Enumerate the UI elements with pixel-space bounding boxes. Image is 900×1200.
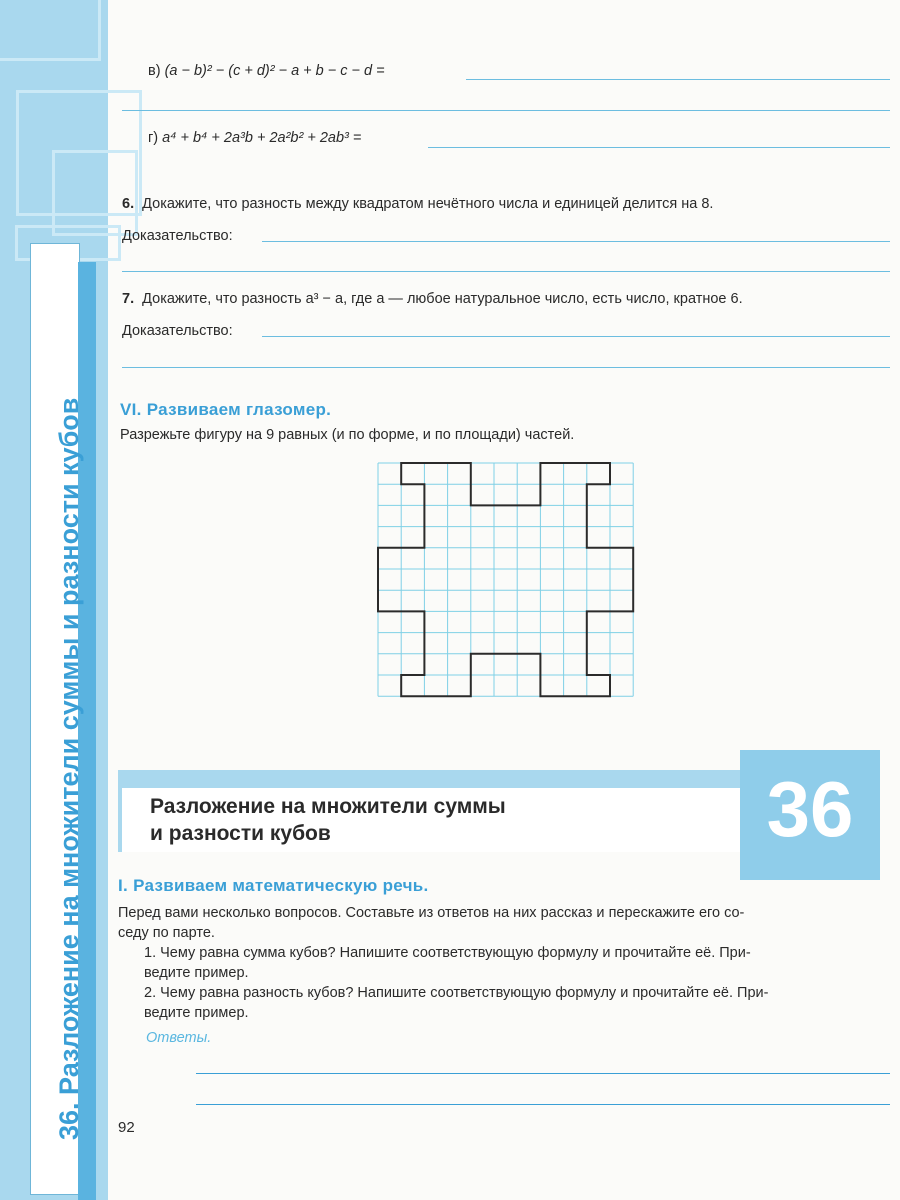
answer-line[interactable] (122, 110, 890, 111)
task6-proof-label: Доказательство: (122, 228, 233, 244)
question-2-line1: 2. Чему равна разность кубов? Напишите соответствующую формулу и прочитайте её. При- (144, 985, 769, 1001)
question-2-line2: ведите пример. (144, 1005, 249, 1021)
figure-outline (378, 463, 633, 696)
lesson-title-line1: Разложение на множители суммы (150, 795, 506, 818)
section6-heading: VI. Развиваем глазомер. (120, 400, 332, 419)
lesson-title (150, 793, 506, 847)
answer-line[interactable] (196, 1104, 890, 1105)
task5-v (148, 63, 385, 79)
task7 (122, 291, 743, 307)
answer-line[interactable] (122, 271, 890, 272)
task7-text: Докажите, что разность a³ − a, где a — любое натуральное число, есть число, кратное 6. (142, 291, 743, 307)
question-1-line2: ведите пример. (144, 965, 249, 981)
section1-heading: I. Развиваем математическую речь. (118, 876, 429, 895)
lesson-number-box (740, 750, 880, 880)
task6-number: 6. (122, 196, 135, 212)
task6-text: Докажите, что разность между квадратом нечётного числа и единицей делится на 8. (142, 196, 714, 212)
intro-line2: седу по парте. (118, 925, 215, 941)
task5-g-expr: a⁴ + b⁴ + 2a³b + 2a²b² + 2ab³ = (162, 130, 362, 146)
question-1-line1: 1. Чему равна сумма кубов? Напишите соответствующую формулу и прочитайте её. При- (144, 945, 751, 961)
answers-label: Ответы. (146, 1030, 212, 1046)
section6-text: Разрежьте фигуру на 9 равных (и по форме, и по площади) частей. (120, 427, 575, 443)
answer-line[interactable] (196, 1073, 890, 1074)
lesson-title-box (122, 788, 742, 852)
task5-v-expr: (a − b)² − (c + d)² − a + b − c − d = (164, 63, 385, 79)
task5-g-label: г) (148, 130, 159, 146)
grid-figure (370, 455, 645, 705)
answer-line[interactable] (262, 336, 890, 337)
lesson-number: 36 (766, 765, 854, 853)
answer-line[interactable] (122, 367, 890, 368)
task5-v-label: в) (148, 63, 161, 79)
intro-line1: Перед вами несколько вопросов. Составьте из ответов на них рассказ и перескажите его со- (118, 905, 745, 921)
lesson-title-line2: и разности кубов (150, 822, 331, 845)
answer-line[interactable] (466, 79, 890, 80)
sidebar-title: 36. Разложение на множители суммы и разности кубов (54, 397, 84, 1140)
page-number: 92 (118, 1119, 135, 1136)
task7-number: 7. (122, 291, 135, 307)
task6 (122, 196, 713, 212)
task7-proof-label: Доказательство: (122, 323, 233, 339)
task5-g (148, 130, 361, 146)
answer-line[interactable] (428, 147, 890, 148)
answer-line[interactable] (262, 241, 890, 242)
section1-body (118, 903, 888, 1023)
